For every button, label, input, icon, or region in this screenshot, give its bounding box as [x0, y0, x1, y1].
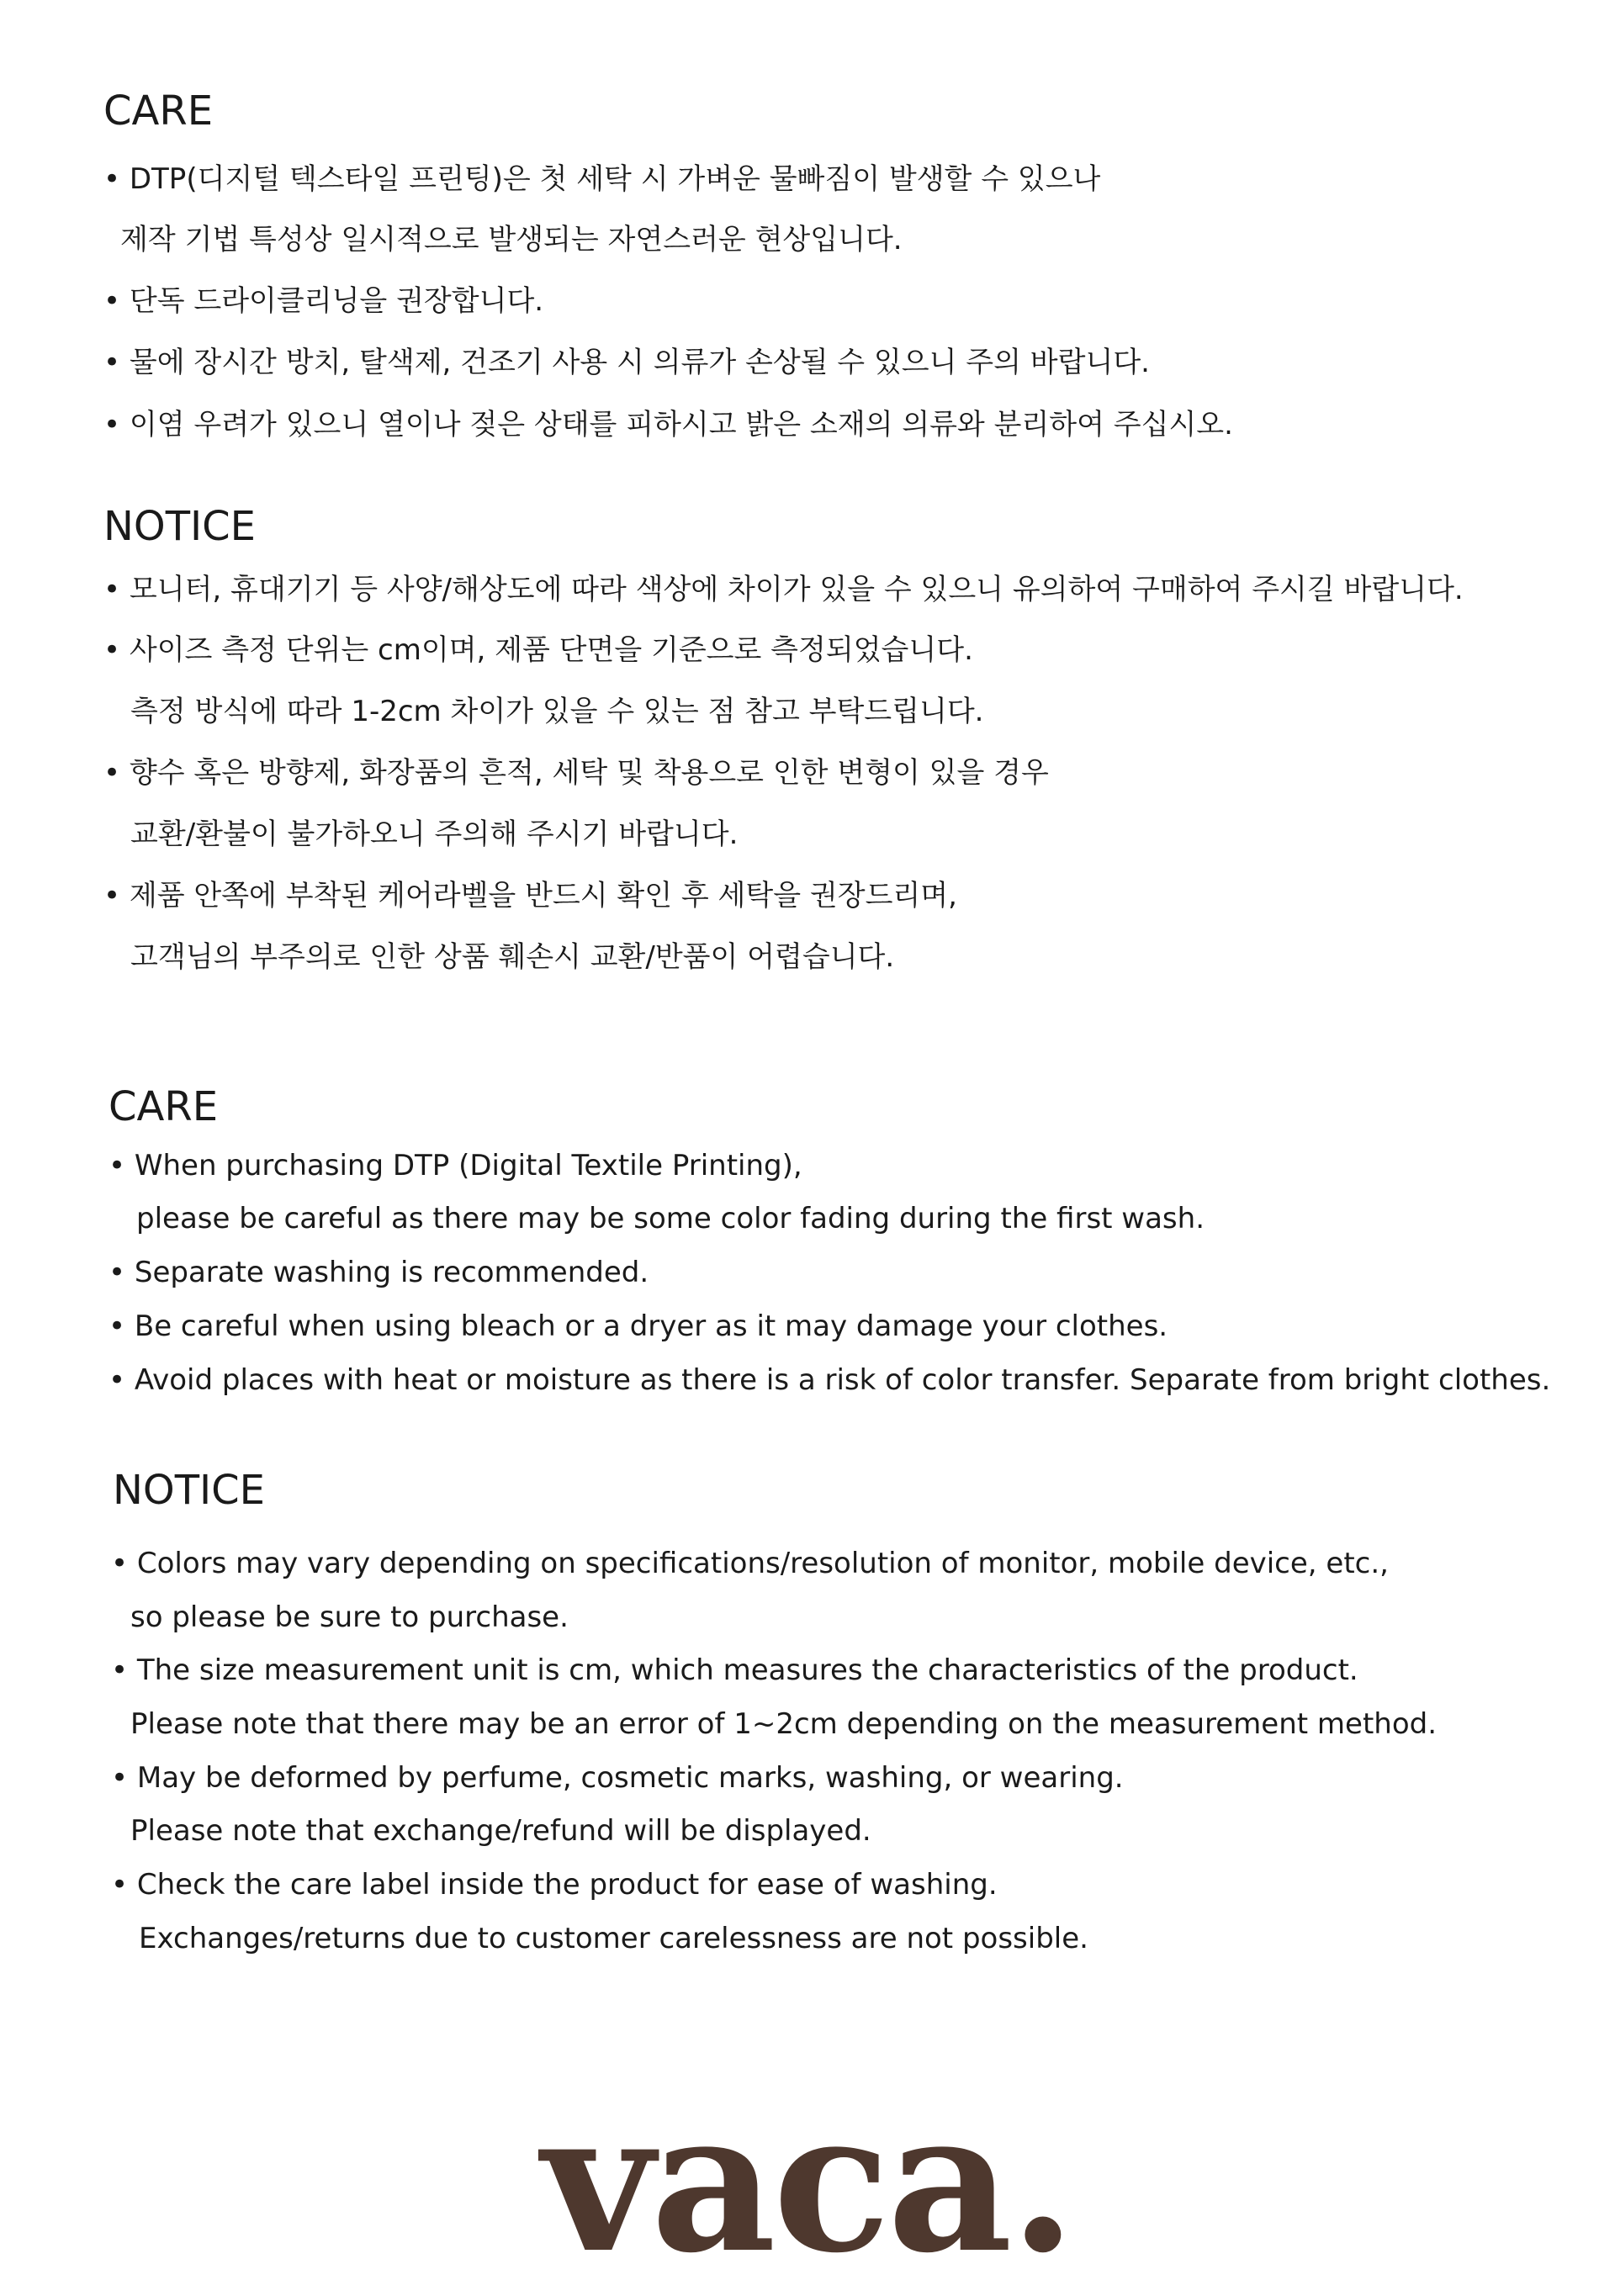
- care-ko-line-3: • 단독 드라이클리닝을 권장합니다.: [103, 284, 544, 318]
- notice-ko-line-7: 고객님의 부주의로 인한 상품 훼손시 교환/반품이 어렵습니다.: [130, 940, 895, 974]
- notice-en-line-3: • The size measurement unit is cm, which measures the characteristics of the product.: [111, 1653, 1358, 1687]
- care-en-line-5: • Avoid places with heat or moisture as there is a risk of color transfer. Separate from bright clothes.: [109, 1363, 1551, 1397]
- notice-heading-en: NOTICE: [113, 1467, 266, 1514]
- notice-ko-line-6: • 제품 안쪽에 부착된 케어라벨을 반드시 확인 후 세탁을 권장드리며,: [103, 879, 957, 913]
- care-heading-ko: CARE: [103, 87, 214, 135]
- notice-heading-ko: NOTICE: [103, 503, 257, 550]
- care-en-line-1: • When purchasing DTP (Digital Textile Printing),: [109, 1149, 802, 1182]
- vaca-logo: vaca.: [542, 2069, 1073, 2296]
- notice-en-line-7: • Check the care label inside the product for ease of washing.: [111, 1868, 998, 1902]
- care-en-line-3: • Separate washing is recommended.: [109, 1256, 649, 1289]
- care-ko-line-2: 제작 기법 특성상 일시적으로 발생되는 자연스러운 현상입니다.: [120, 223, 903, 257]
- care-en-line-4: • Be careful when using bleach or a dryer as it may damage your clothes.: [109, 1309, 1168, 1343]
- notice-en-line-4: Please note that there may be an error of 1~2cm depending on the measurement method.: [130, 1707, 1438, 1741]
- care-ko-line-5: • 이염 우려가 있으니 열이나 젖은 상태를 피하시고 밝은 소재의 의류와 분리하여 주십시오.: [103, 408, 1233, 442]
- care-ko-line-4: • 물에 장시간 방치, 탈색제, 건조기 사용 시 의류가 손상될 수 있으니 주의 바랍니다.: [103, 346, 1150, 379]
- notice-en-line-6: Please note that exchange/refund will be displayed.: [130, 1814, 871, 1848]
- notice-en-line-2: so please be sure to purchase.: [130, 1600, 569, 1634]
- care-ko-line-1: • DTP(디지털 텍스타일 프린팅)은 첫 세탁 시 가벼운 물빠짐이 발생할 수 있으나: [103, 162, 1101, 196]
- care-en-line-2: please be careful as there may be some color fading during the first wash.: [136, 1202, 1205, 1235]
- notice-ko-line-2: • 사이즈 측정 단위는 cm이며, 제품 단면을 기준으로 측정되었습니다.: [103, 633, 973, 667]
- care-heading-en: CARE: [109, 1083, 219, 1130]
- notice-ko-line-4: • 향수 혹은 방향제, 화장품의 흔적, 세탁 및 착용으로 인한 변형이 있을 경우: [103, 756, 1049, 790]
- notice-ko-line-5: 교환/환불이 불가하오니 주의해 주시기 바랍니다.: [130, 817, 739, 851]
- notice-ko-line-1: • 모니터, 휴대기기 등 사양/해상도에 따라 색상에 차이가 있을 수 있으니 유의하여 구매하여 주시길 바랍니다.: [103, 573, 1464, 606]
- notice-en-line-1: • Colors may vary depending on specifications/resolution of monitor, mobile device, etc.,: [111, 1547, 1389, 1580]
- notice-ko-line-3: 측정 방식에 따라 1-2cm 차이가 있을 수 있는 점 참고 부탁드립니다.: [130, 695, 984, 728]
- notice-en-line-8: Exchanges/returns due to customer carelessness are not possible.: [139, 1922, 1088, 1955]
- notice-en-line-5: • May be deformed by perfume, cosmetic marks, washing, or wearing.: [111, 1761, 1124, 1795]
